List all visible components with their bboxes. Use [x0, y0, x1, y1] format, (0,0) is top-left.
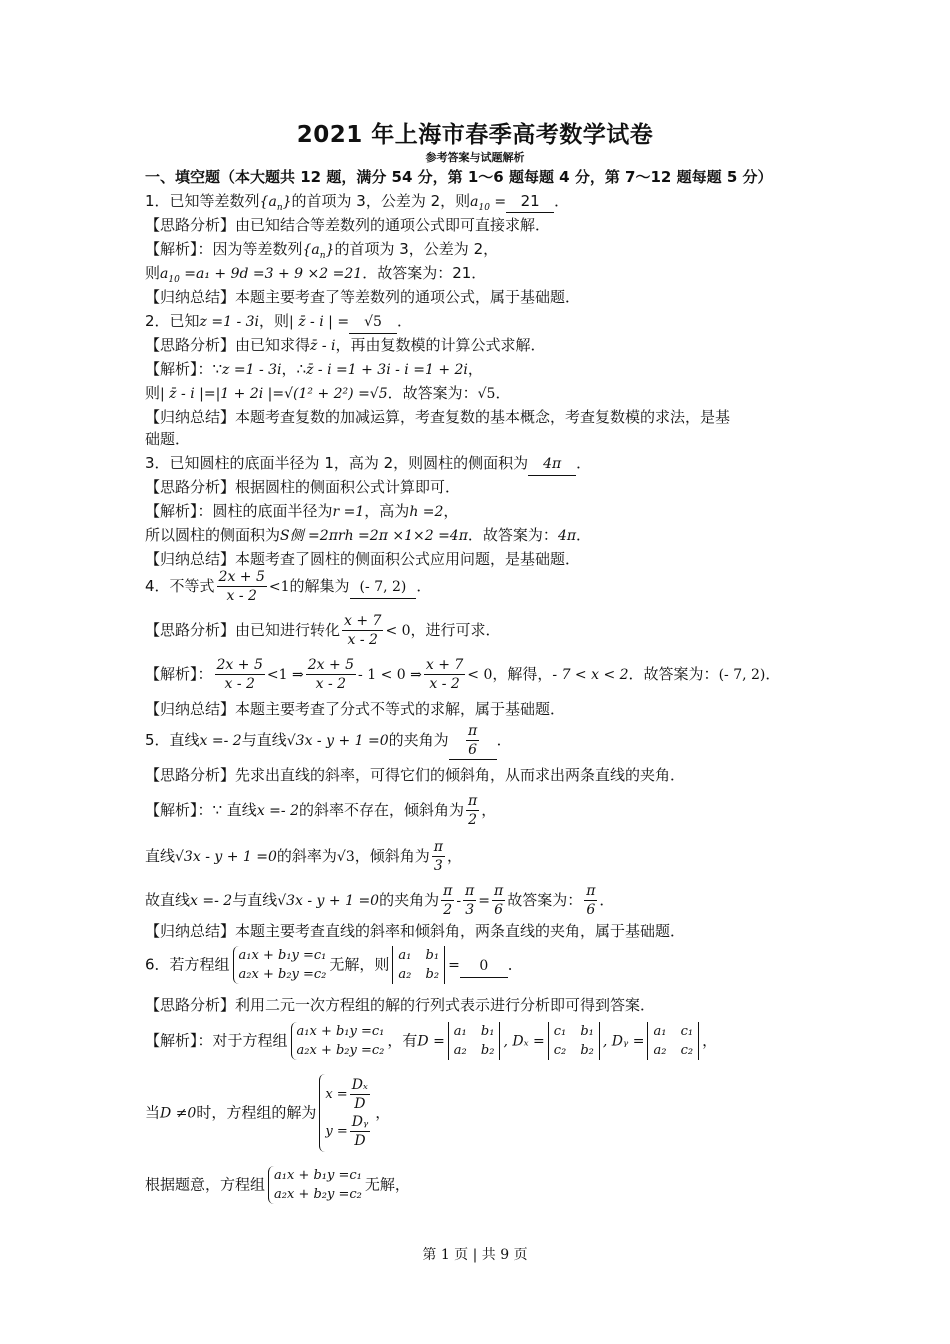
text: 的首项为 3，公差为 2，则: [291, 192, 471, 210]
q4-summary: 【归纳总结】本题主要考查了分式不等式的求解，属于基础题．: [145, 700, 566, 718]
fraction: $\frac{2x + 5}{x - 2}$: [218, 569, 265, 604]
q3-summary: 【归纳总结】本题考查了圆柱的侧面积公式应用问题，是基础题．: [145, 550, 581, 568]
q1-question: 1．已知等差数列$\{a_n\}$的首项为 3，公差为 2，则$a_{10} = 21$ ．: [145, 192, 570, 213]
q2-analysis: 【思路分析】由已知求得z̄ - i，再由复数模的计算公式求解．: [145, 336, 546, 354]
page-title: 2021 年上海市春季高考数学试卷: [296, 122, 654, 148]
q2-solution-1: 【解析】：∵z =1 - 3i，∴z̄ - i =1 + 3i - i =1 + 2i，: [145, 360, 483, 378]
q1-analysis: 【思路分析】由已知结合等差数列的通项公式即可直接求解．: [145, 216, 551, 234]
q5-solution-3: 故直线x =- 2与直线√3x - y + 1 =0的夹角为 $\frac{\pi}{2}$ - $\frac{\pi}{3}$ = $\frac{\pi}{6}$ 故答案为： $\frac{\pi}{6}$ ．: [145, 883, 615, 918]
q2-question: 2．已知z =1 - 3i，则| z̄ - i | = √5 ．: [145, 310, 825, 334]
q3-solution-1: 【解析】：圆柱的底面半径为r =1，高为h =2，: [145, 502, 459, 520]
q2-summary-1: 【归纳总结】本题考查复数的加减运算，考查复数的基本概念，考查复数模的求法，是基: [145, 408, 731, 426]
section-heading: 一、填空题（本大题共 12 题，满分 54 分，第 1～6 题每题 4 分，第 7～12 题每题 5 分）: [145, 168, 773, 186]
answer-blank: $\frac{\pi}{6}$: [449, 722, 497, 760]
q1-solution-2: 则$a_{10} =a_1 + 9d =3 + 9 \times 2 =21$．故答案为：21．: [145, 264, 487, 285]
q6-solution-2: 当D ≠0时，方程组的解为 x = $\frac{\text{Dₓ}}{D}$ y = $\frac{\text{Dᵧ}}{D}$ ，: [145, 1074, 825, 1152]
q5-analysis: 【思路分析】先求出直线的斜率，可得它们的倾斜角，从而求出两条直线的夹角．: [145, 766, 686, 784]
q6-analysis: 【思路分析】利用二元一次方程组的解的行列式表示进行分析即可得到答案．: [145, 996, 656, 1014]
q6-question: 6．若方程组 a₁x + b₁y =c₁ a₂x + b₂y =c₂ 无解，则 a₁ b₁ a₂ b₂ = 0 ．: [145, 948, 523, 982]
q5-solution-2: 直线√3x - y + 1 =0的斜率为√3，倾斜角为 $\frac{\pi}{3}$ ，: [145, 839, 462, 874]
q5-question: 5．直线x =- 2与直线√3x - y + 1 =0的夹角为 $\frac{\pi}{6}$ ．: [145, 723, 512, 758]
determinant: a₁ b₁ a₂ b₂: [392, 946, 445, 984]
q3-analysis: 【思路分析】根据圆柱的侧面积公式计算即可．: [145, 478, 461, 496]
q4-question: 4．不等式 $\frac{2x + 5}{x - 2}$ <1的解集为 (- 7, 2) ．: [145, 569, 432, 604]
q1-summary: 【归纳总结】本题主要考查了等差数列的通项公式，属于基础题．: [145, 288, 581, 306]
answer-blank: √5: [349, 311, 397, 334]
answer-blank: 0: [460, 955, 508, 978]
q2-summary-2: 础题．: [145, 430, 191, 448]
text: 1．已知等差数列: [145, 192, 260, 210]
page-footer: 第 1 页 | 共 9 页: [422, 1247, 528, 1263]
math: $\{a_n\}$: [259, 194, 292, 213]
q4-analysis: 【思路分析】由已知进行转化 $\frac{x + 7}{x - 2}$ < 0，进行可求．: [145, 613, 501, 648]
answer-blank: (- 7, 2): [350, 576, 417, 599]
q3-solution-2: 所以圆柱的侧面积为S侧 =2πrh =2π ×1×2 =4π．故答案为：4π．: [145, 526, 592, 544]
page-subtitle: 参考答案与试题解析: [425, 151, 525, 164]
q3-question: 3．已知圆柱的底面半径为 1，高为 2，则圆柱的侧面积为 4π ．: [145, 452, 825, 476]
math: $a_{10}$ =: [470, 194, 507, 213]
answer-blank: 4π: [528, 453, 576, 476]
q5-summary: 【归纳总结】本题主要考查直线的斜率和倾斜角，两条直线的夹角，属于基础题．: [145, 922, 686, 940]
q1-solution-1: 【解析】：因为等差数列$\{a_n\}$的首项为 3，公差为 2，: [145, 240, 499, 261]
equation-system: a₁x + b₁y =c₁ a₂x + b₂y =c₂: [233, 946, 327, 984]
q5-solution-1: 【解析】：∵ 直线x =- 2的斜率不存在，倾斜角为 $\frac{\pi}{2}$ ，: [145, 793, 497, 828]
q4-solution: 【解析】： $\frac{2x + 5}{x - 2}$ <1 ⇒ $\frac{2x + 5}{x - 2}$ - 1 < 0 ⇒ $\frac{x + 7}{x - 2}$ < 0，解得，- 7 < x < 2．故答案为：(- 7, 2)．: [145, 657, 781, 692]
q6-solution-3: 根据题意，方程组 a₁x + b₁y =c₁ a₂x + b₂y =c₂ 无解，: [145, 1168, 410, 1202]
q6-solution-1: 【解析】：对于方程组 a₁x + b₁y =c₁ a₂x + b₂y =c₂ ，有D = a₁ b₁ a₂ b₂ , Dₓ = c₁ b₁ c₂ b₂ , Dᵧ = a₁ c₁ a₂ c₂ ，: [145, 1024, 718, 1058]
q2-solution-2: 则| z̄ - i |=|1 + 2i |=√(1² + 2²) =√5．故答案为：√5．: [145, 384, 511, 402]
answer-blank: 21: [506, 190, 554, 213]
